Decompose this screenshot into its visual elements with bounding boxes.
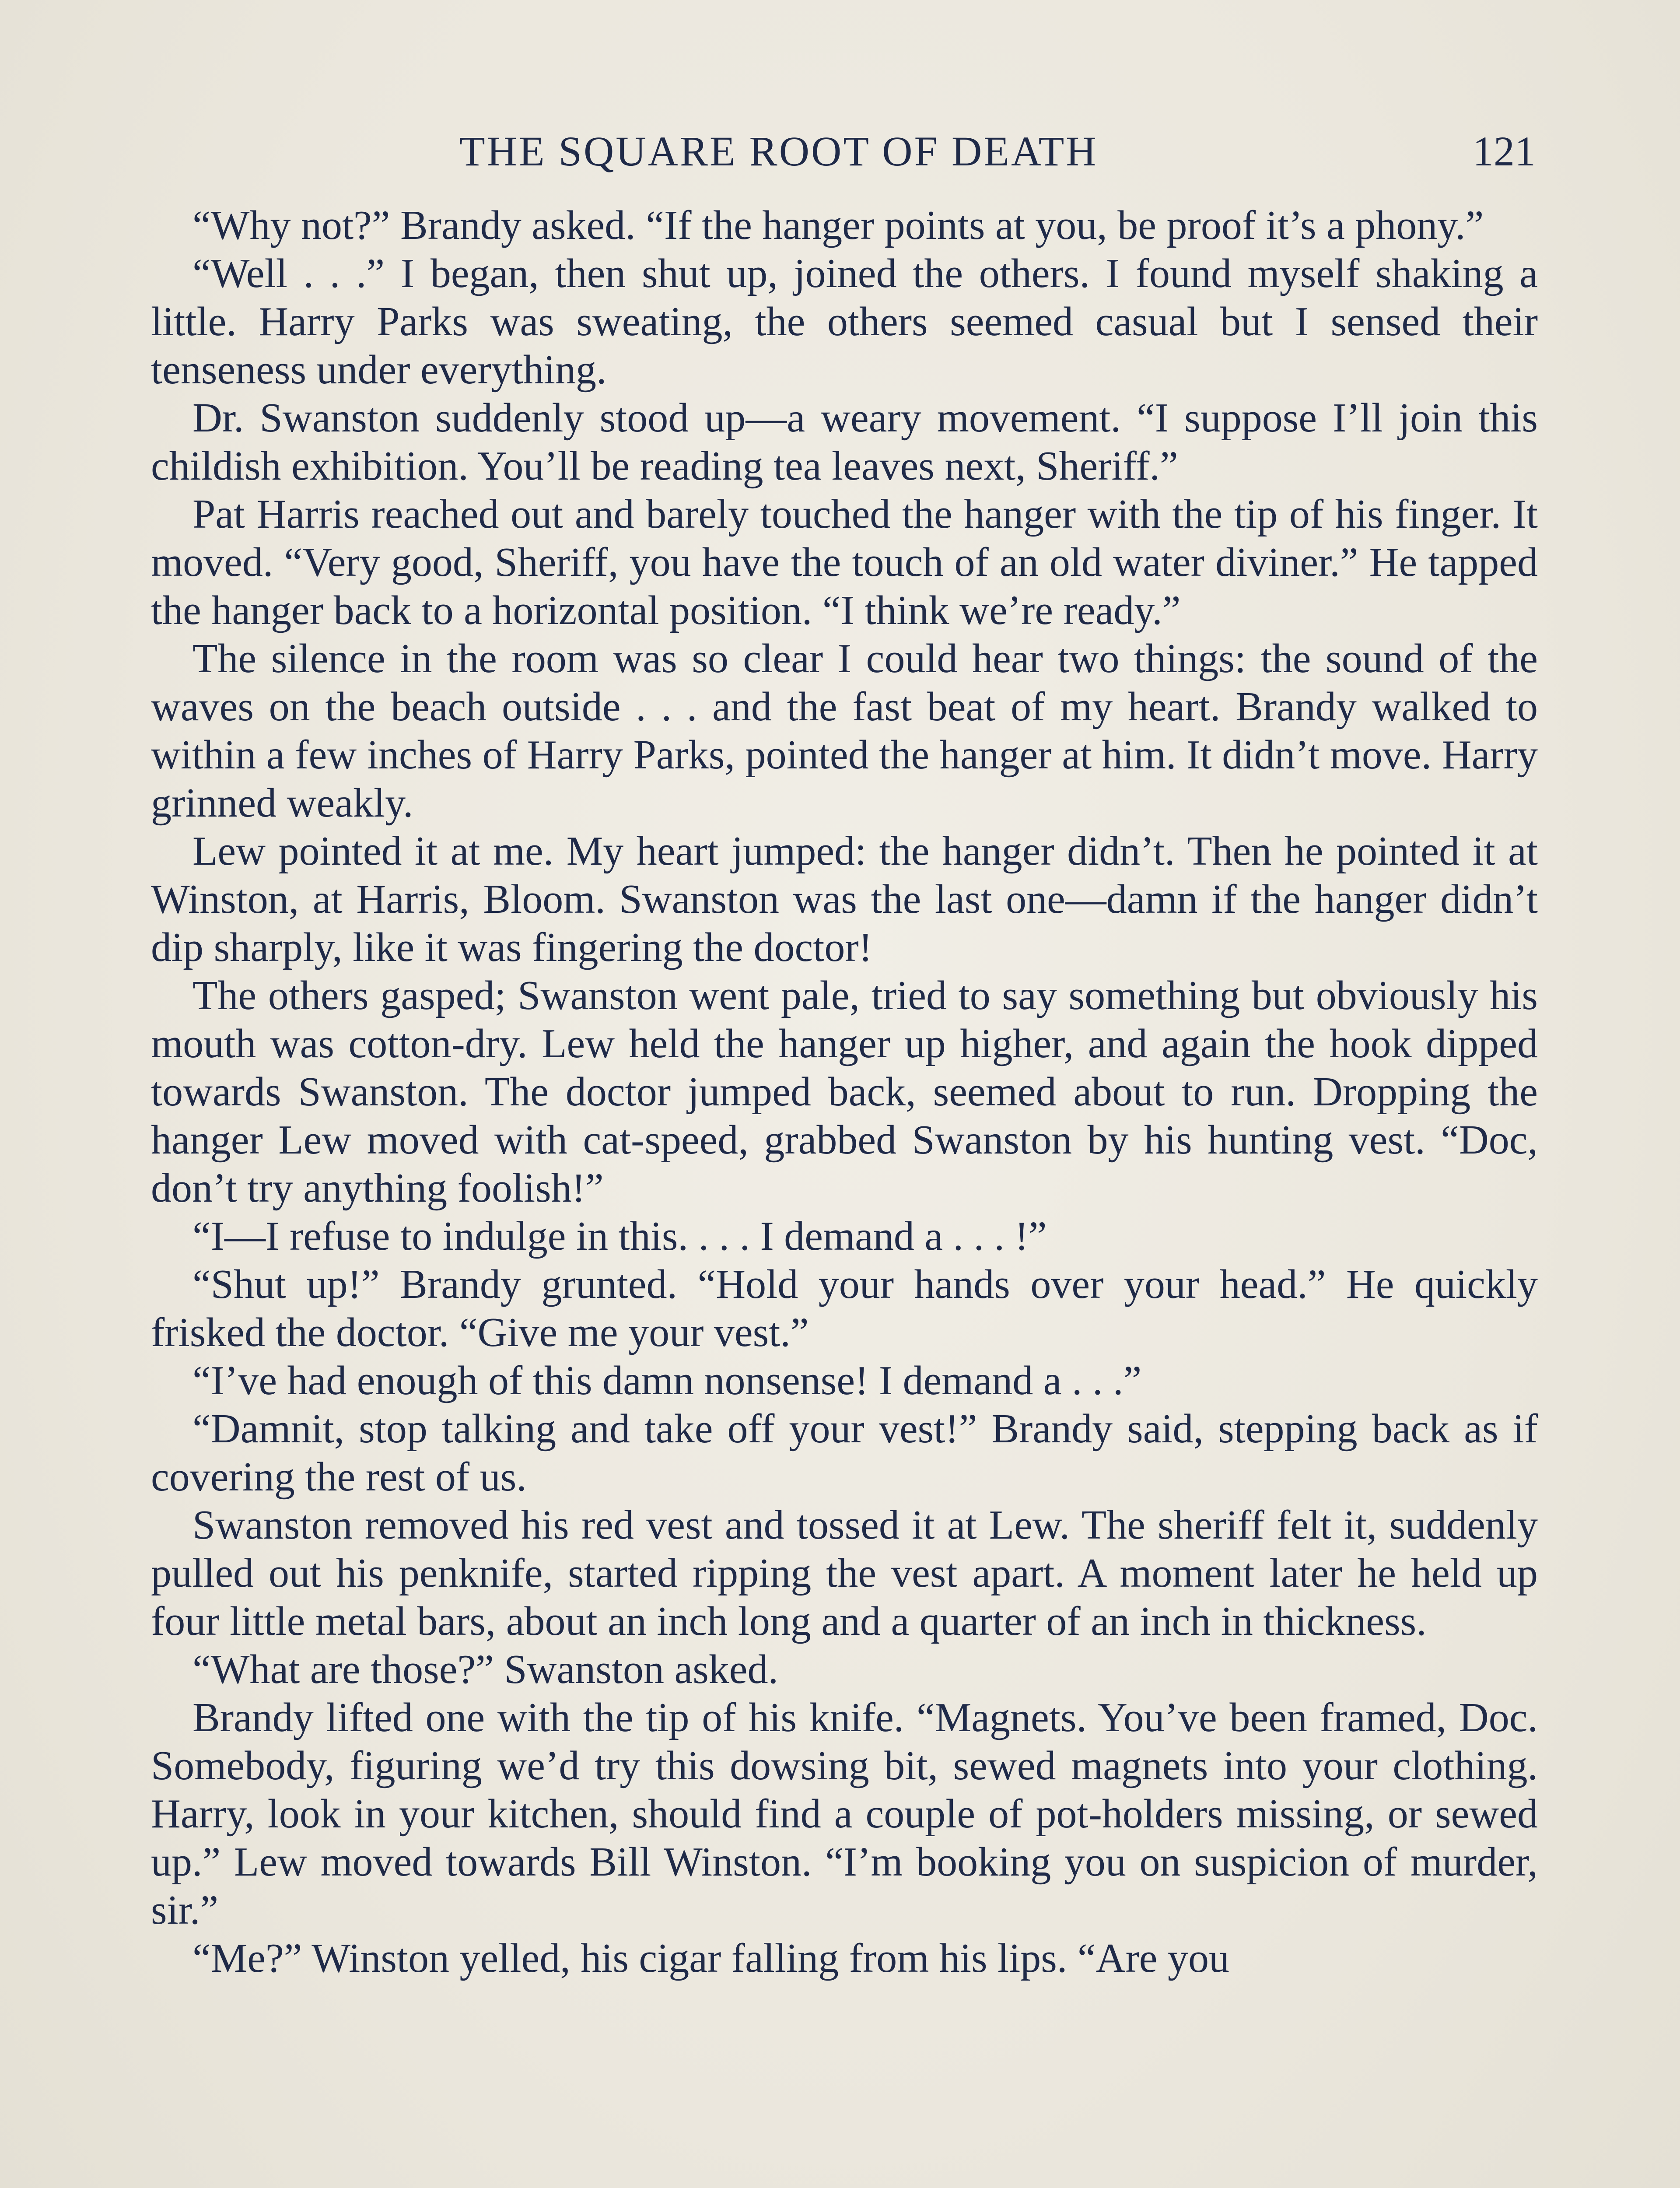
paragraph: Swanston removed his red vest and tossed it at Lew. The sheriff felt it, suddenly pulled out his penknife, started ripping the vest apart. A moment later he held up four little metal bars, about an inch long and a quarter of an inch in thickness. — [151, 1502, 1538, 1644]
paragraph: “Why not?” Brandy asked. “If the hanger points at you, be proof it’s a phony.” — [192, 203, 1484, 248]
paragraph: “Well . . .” I began, then shut up, joined the others. I found myself shaking a little. Harry Parks was sweating, the others seemed casual but I sensed their tenseness under everything. — [151, 251, 1538, 393]
page-header — [144, 127, 1536, 188]
paragraph: “I’ve had enough of this damn nonsense! I demand a . . .” — [192, 1358, 1142, 1403]
paragraph: The silence in the room was so clear I could hear two things: the sound of the waves on the beach outside . . . and the fast beat of my heart. Brandy walked to within a few inches of Harry Parks, pointed the hanger at him. It didn’t move. Harry grinned weakly. — [151, 636, 1538, 826]
paragraph: Dr. Swanston suddenly stood up—a weary movement. “I suppose I’ll join this childish exhibition. You’ll be reading tea leaves next, Sheriff.” — [151, 395, 1538, 489]
paragraph: “Damnit, stop talking and take off your vest!” Brandy said, stepping back as if covering the rest of us. — [151, 1406, 1538, 1500]
paragraph: “Shut up!” Brandy grunted. “Hold your hands over your head.” He quickly frisked the doctor. “Give me your vest.” — [151, 1262, 1538, 1355]
running-title: THE SQUARE ROOT OF DEATH — [459, 128, 1098, 175]
paragraph: Brandy lifted one with the tip of his knife. “Magnets. You’ve been framed, Doc. Somebody, figuring we’d try this dowsing bit, sewed magnets into your clothing. Harry, look in your kitchen, should find a couple of pot-holders missing, or sewed up.” Lew moved towards Bill Winston. “I’m booking you on suspicion of murder, sir.” — [151, 1695, 1538, 1933]
paragraph: Pat Harris reached out and barely touched the hanger with the tip of his finger. It moved. “Very good, Sheriff, you have the touch of an old water diviner.” He tapped the hanger back to a horizontal position. “I think we’re ready.” — [151, 491, 1538, 633]
paragraph: The others gasped; Swanston went pale, tried to say something but obviously his mouth was cotton-dry. Lew held the hanger up higher, and again the hook dipped towards Swanston. The doctor jumped back, seemed about to run. Dropping the hanger Lew moved with cat-speed, grabbed Swanston by his hunting vest. “Doc, don’t try anything foolish!” — [151, 973, 1538, 1211]
page-number: 121 — [1473, 128, 1536, 175]
paragraph: “I—I refuse to indulge in this. . . . I demand a . . . !” — [192, 1213, 1047, 1259]
paragraph: “Me?” Winston yelled, his cigar falling from his lips. “Are you — [192, 1936, 1230, 1981]
body-text — [151, 201, 1538, 1982]
paragraph: Lew pointed it at me. My heart jumped: the hanger didn’t. Then he pointed it at Winston, at Harris, Bloom. Swanston was the last one—damn if the hanger didn’t dip sharply, like it was fingering the doctor! — [151, 828, 1538, 970]
paragraph: “What are those?” Swanston asked. — [192, 1647, 778, 1692]
